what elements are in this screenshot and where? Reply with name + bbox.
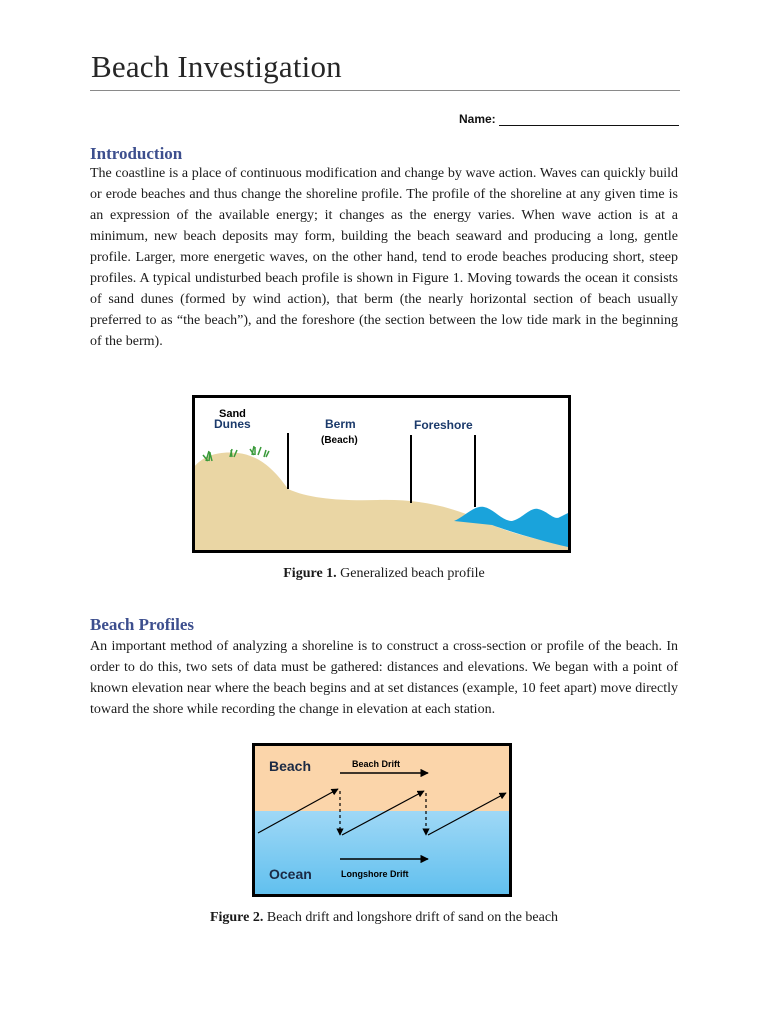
name-blank-line <box>499 114 679 126</box>
beach-profiles-heading: Beach Profiles <box>90 615 195 634</box>
figure-1-caption-number: Figure 1. <box>283 566 337 581</box>
title-divider <box>90 90 680 91</box>
figure-2-caption-text: Beach drift and longshore drift of sand on the beach <box>263 910 559 925</box>
document-title: Beach Investigation <box>91 49 342 84</box>
foreshore-label: Foreshore <box>414 418 473 432</box>
sand-label: Sand <box>219 408 246 420</box>
ocean-zone <box>252 811 512 897</box>
beach-zone <box>252 743 512 811</box>
berm-label: Berm <box>325 417 356 431</box>
figure-1-caption <box>0 565 768 583</box>
beach-profiles-paragraph: An important method of analyzing a shoreline is to construct a cross-section or profile of the beach. In order to do this, two sets of data must be gathered: distances and elevations. We began with a point of known elevation near where the beach begins and at set distances (example, 10 feet apart) move directly toward the shore while recording the change in elevation at each station. <box>90 639 678 717</box>
beach-label: Beach <box>269 758 312 774</box>
figure-1-caption-text: Generalized beach profile <box>336 566 485 581</box>
figure-2-drift-diagram <box>252 743 512 897</box>
figure-2-caption <box>0 909 768 927</box>
introduction-paragraph: The coastline is a place of continuous modification and change by wave action. Waves can quickly build or erode beaches and thus change the shoreline profile. The profile of the shoreline at any given time is an expression of the available energy; it changes as the energy varies. When wave action is at a minimum, new beach deposits may form, building the beach seaward and producing a long, gentle profile. Larger, more energetic waves, on the other hand, tend to erode beaches producing short, steep profiles. A typical undisturbed beach profile is shown in Figure 1. Moving towards the ocean it consists of sand dunes (formed by wind action), that berm (the nearly horizontal section of beach usually preferred to as “the beach”), and the foreshore (the section between the low tide mark in the beginning of the berm). <box>90 166 678 349</box>
beach-sublabel: (Beach) <box>321 435 358 446</box>
ocean-label: Ocean <box>269 866 312 882</box>
figure-1-beach-profile <box>192 395 571 553</box>
figure-2-caption-number: Figure 2. <box>209 910 264 925</box>
dunes-label: Dunes <box>214 417 251 431</box>
beach-drift-label: Beach Drift <box>352 759 401 769</box>
name-field <box>459 112 679 126</box>
introduction-heading: Introduction <box>90 144 183 163</box>
longshore-drift-label: Longshore Drift <box>341 869 409 879</box>
name-label: Name: <box>459 112 496 126</box>
